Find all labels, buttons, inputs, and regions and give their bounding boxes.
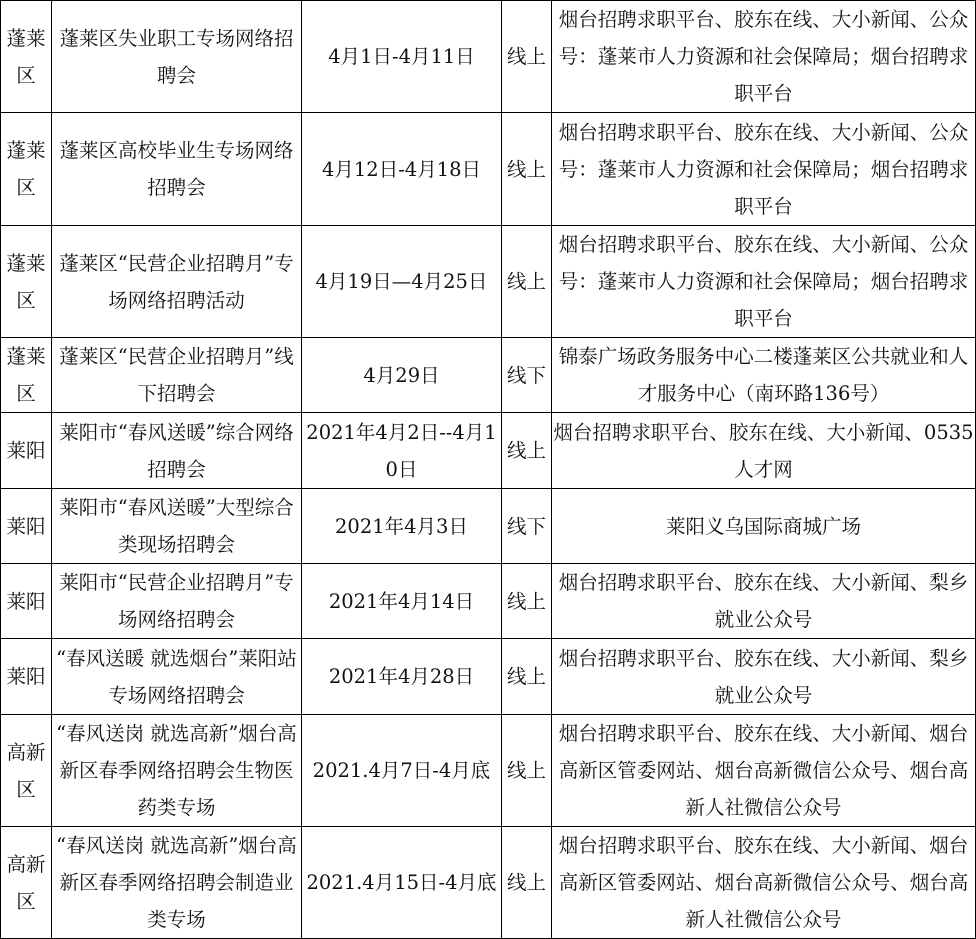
date-cell: 4月19日—4月25日 [302,226,502,338]
mode-cell: 线上 [502,1,552,113]
event-name-cell: 莱阳市“春风送暖”大型综合类现场招聘会 [52,489,302,564]
date-cell: 4月12日-4月18日 [302,113,502,226]
table-row [1,226,976,338]
event-name-cell: 莱阳市“春风送暖”综合网络招聘会 [52,413,302,489]
table-row [1,564,976,639]
table-row [1,715,976,827]
area-cell: 莱阳 [1,564,52,639]
area-cell: 莱阳 [1,639,52,715]
mode-cell: 线上 [502,413,552,489]
date-cell: 4月29日 [302,338,502,413]
area-cell: 莱阳 [1,413,52,489]
mode-cell: 线上 [502,639,552,715]
channel-cell: 烟台招聘求职平台、胶东在线、大小新闻、梨乡就业公众号 [552,639,976,715]
table-row [1,113,976,226]
table-row [1,639,976,715]
date-cell: 2021年4月28日 [302,639,502,715]
event-name-cell: “春风送暖 就选烟台”莱阳站专场网络招聘会 [52,639,302,715]
event-name-cell: “春风送岗 就选高新”烟台高新区春季网络招聘会制造业类专场 [52,827,302,939]
mode-cell: 线下 [502,338,552,413]
event-name-cell: “春风送岗 就选高新”烟台高新区春季网络招聘会生物医药类专场 [52,715,302,827]
area-cell: 蓬莱区 [1,338,52,413]
mode-cell: 线上 [502,827,552,939]
event-name-cell: 蓬莱区失业职工专场网络招聘会 [52,1,302,113]
channel-cell: 烟台招聘求职平台、胶东在线、大小新闻、烟台高新区管委网站、烟台高新微信公众号、烟台高新人社微信公众号 [552,827,976,939]
channel-cell: 烟台招聘求职平台、胶东在线、大小新闻、公众号：蓬莱市人力资源和社会保障局；烟台招聘求职平台 [552,1,976,113]
channel-cell: 烟台招聘求职平台、胶东在线、大小新闻、烟台高新区管委网站、烟台高新微信公众号、烟台高新人社微信公众号 [552,715,976,827]
mode-cell: 线上 [502,564,552,639]
area-cell: 莱阳 [1,489,52,564]
date-cell: 2021.4月7日-4月底 [302,715,502,827]
channel-cell: 烟台招聘求职平台、胶东在线、大小新闻、公众号：蓬莱市人力资源和社会保障局；烟台招聘求职平台 [552,226,976,338]
channel-cell: 烟台招聘求职平台、胶东在线、大小新闻、梨乡就业公众号 [552,564,976,639]
date-cell: 2021年4月2日--4月10日 [302,413,502,489]
event-name-cell: 蓬莱区高校毕业生专场网络招聘会 [52,113,302,226]
event-name-cell: 莱阳市“民营企业招聘月”专场网络招聘会 [52,564,302,639]
area-cell: 高新区 [1,715,52,827]
table-row [1,827,976,939]
mode-cell: 线上 [502,226,552,338]
event-name-cell: 蓬莱区“民营企业招聘月”专场网络招聘活动 [52,226,302,338]
table-row [1,338,976,413]
table-row [1,413,976,489]
area-cell: 蓬莱区 [1,113,52,226]
mode-cell: 线上 [502,113,552,226]
area-cell: 高新区 [1,827,52,939]
table-row [1,489,976,564]
mode-cell: 线上 [502,715,552,827]
date-cell: 2021年4月14日 [302,564,502,639]
channel-cell: 烟台招聘求职平台、胶东在线、大小新闻、公众号：蓬莱市人力资源和社会保障局；烟台招聘求职平台 [552,113,976,226]
event-name-cell: 蓬莱区“民营企业招聘月”线下招聘会 [52,338,302,413]
area-cell: 蓬莱区 [1,1,52,113]
date-cell: 2021.4月15日-4月底 [302,827,502,939]
date-cell: 2021年4月3日 [302,489,502,564]
table-row [1,1,976,113]
channel-cell: 锦泰广场政务服务中心二楼蓬莱区公共就业和人才服务中心（南环路136号） [552,338,976,413]
area-cell: 蓬莱区 [1,226,52,338]
mode-cell: 线下 [502,489,552,564]
channel-cell: 莱阳义乌国际商城广场 [552,489,976,564]
date-cell: 4月1日-4月11日 [302,1,502,113]
channel-cell: 烟台招聘求职平台、胶东在线、大小新闻、0535人才网 [552,413,976,489]
